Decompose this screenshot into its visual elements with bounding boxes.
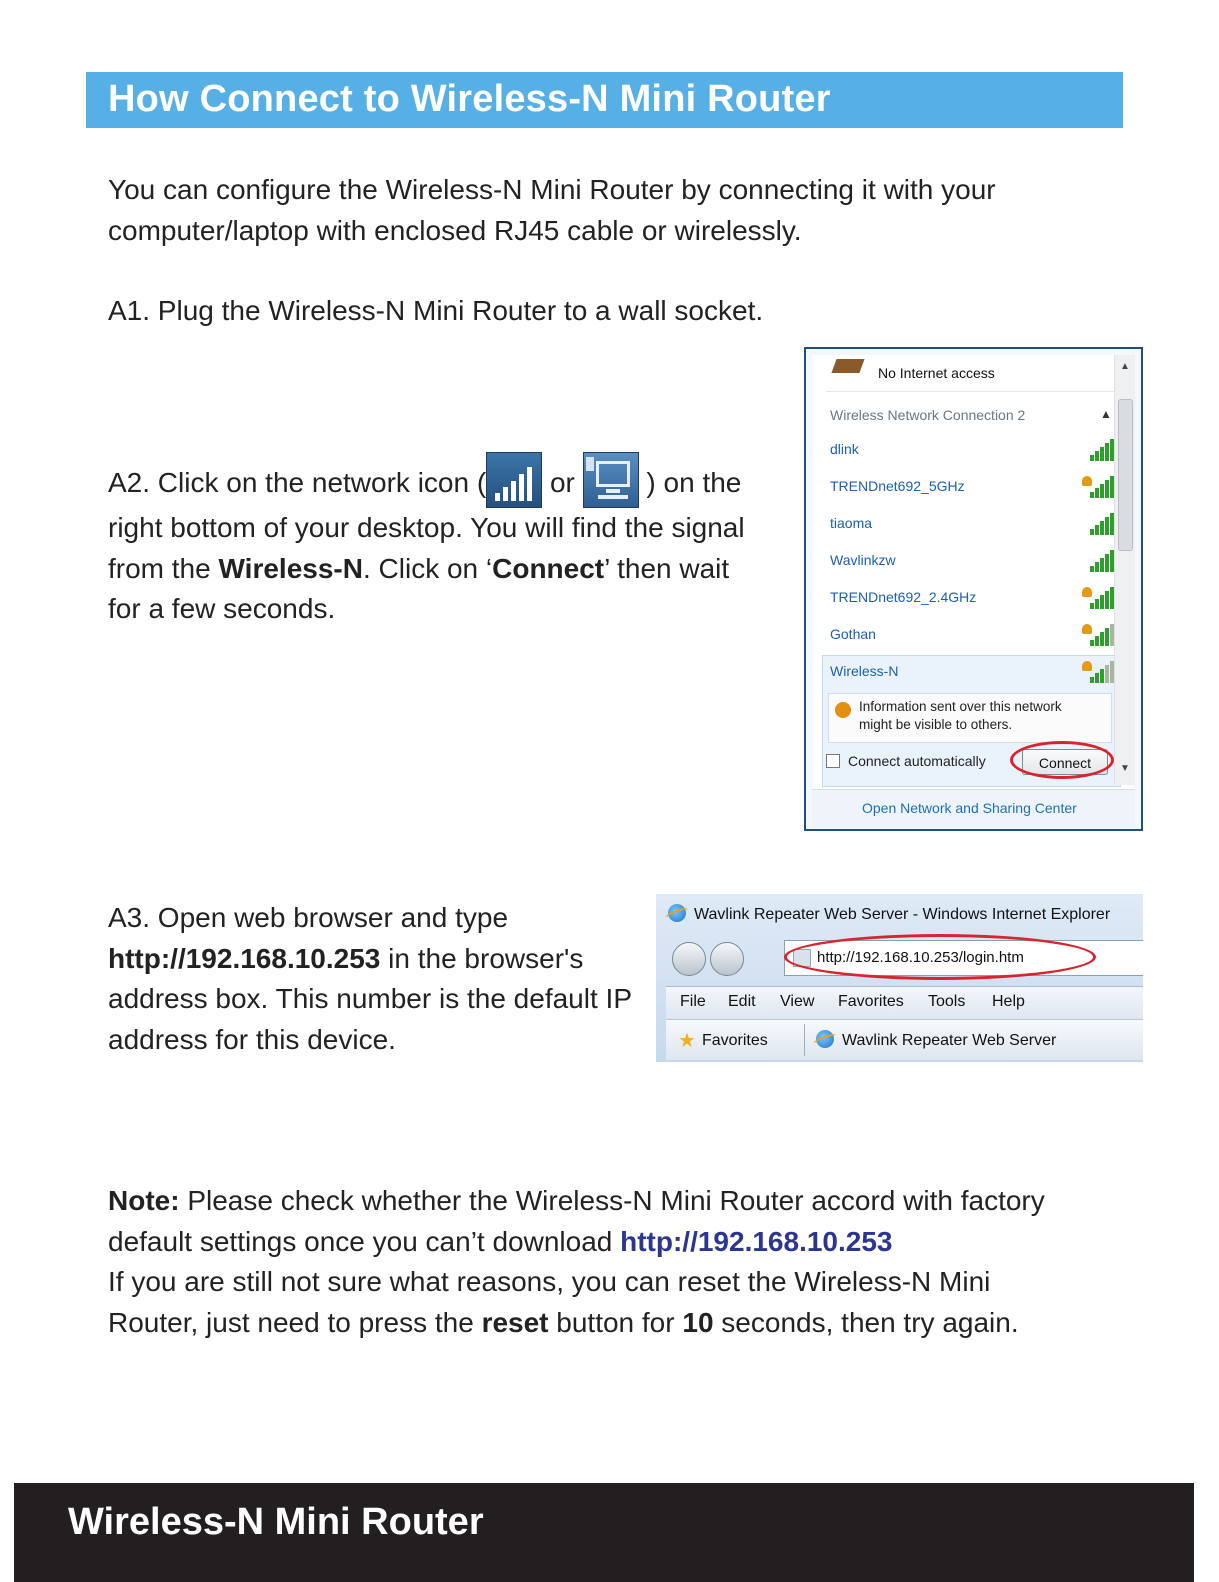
browser-window xyxy=(656,894,1143,1062)
menu-edit[interactable]: Edit xyxy=(728,993,756,1010)
a3-bold-url: http://192.168.10.253 xyxy=(108,942,381,974)
security-warning xyxy=(828,693,1112,743)
network-name: Wavlinkzw xyxy=(830,552,896,568)
step-a1: A1. Plug the Wireless-N Mini Router to a wall socket. xyxy=(108,295,764,326)
connect-automatically-checkbox[interactable] xyxy=(826,753,986,769)
menu-tools[interactable]: Tools xyxy=(928,993,966,1010)
wireless-signal-icon xyxy=(486,452,542,508)
secured-signal-bars-icon xyxy=(1084,476,1112,498)
note-line-3: If you are still not sure what reasons, you can reset the Wireless-N Mini xyxy=(108,1266,991,1297)
network-status xyxy=(826,357,1116,392)
signal-bars-icon xyxy=(1084,513,1112,535)
browser-title-bar xyxy=(668,904,1110,924)
wired-network-icon xyxy=(583,452,639,508)
network-item-gothan[interactable] xyxy=(830,620,1112,650)
a2-text-3: ) on the right bottom of your desktop. You will find the signal from the xyxy=(108,467,745,584)
note-line-4 xyxy=(108,1303,1178,1344)
note-text-1: Please check whether the Wireless-N Mini Router accord with factory xyxy=(179,1185,1045,1216)
connection-header[interactable] xyxy=(830,407,1112,423)
note-paragraph xyxy=(108,1181,1178,1343)
warning-shield-icon xyxy=(835,702,851,718)
intro-paragraph: You can configure the Wireless-N Mini Router by connecting it with your computer/laptop with enclosed RJ45 cable or wirelessly. xyxy=(108,174,996,246)
network-item-wavlinkzw[interactable] xyxy=(830,546,1112,576)
scroll-thumb[interactable] xyxy=(1118,399,1133,551)
a2-bold-connect: Connect xyxy=(492,552,605,584)
secured-signal-bars-icon xyxy=(1084,661,1112,683)
a3-text-2: in the browser's address box. This number is the default IP address for this device. xyxy=(108,942,632,1055)
network-name: Gothan xyxy=(830,626,876,642)
note-bold-reset: reset xyxy=(481,1306,549,1338)
menu-favorites[interactable]: Favorites xyxy=(838,993,904,1010)
menu-bar xyxy=(666,986,1143,1020)
favorites-label: Favorites xyxy=(701,1032,768,1049)
checkbox-label: Connect automatically xyxy=(848,753,986,769)
note-text-2: default settings once you can’t download xyxy=(108,1225,621,1257)
note-label: Note: xyxy=(108,1185,180,1216)
note-line-1 xyxy=(108,1181,1178,1222)
network-name: Wireless-N xyxy=(830,663,899,679)
warning-line-2: might be visible to others. xyxy=(859,717,1013,732)
a2-text-2: or xyxy=(542,467,583,498)
secured-signal-bars-icon xyxy=(1084,624,1112,646)
router-url-link[interactable]: http://192.168.10.253 xyxy=(620,1225,893,1257)
network-item-trendnet-5ghz[interactable] xyxy=(830,472,1112,502)
browser-tab[interactable] xyxy=(816,1030,1056,1050)
note-bold-ten: 10 xyxy=(682,1306,714,1338)
note-text-4c: seconds, then try again. xyxy=(713,1306,1019,1338)
menu-file[interactable]: File xyxy=(680,993,706,1010)
chevron-up-icon[interactable]: ▲ xyxy=(1100,407,1112,421)
menu-view[interactable]: View xyxy=(780,993,815,1010)
network-item-trendnet-24ghz[interactable] xyxy=(830,583,1112,613)
star-icon: ★ xyxy=(678,1030,696,1052)
network-status-label: No Internet access xyxy=(878,365,995,381)
network-name: TRENDnet692_5GHz xyxy=(830,478,965,494)
connection-name: Wireless Network Connection 2 xyxy=(830,407,1026,423)
network-item-wireless-n[interactable] xyxy=(830,657,1112,687)
network-item-tiaoma[interactable] xyxy=(830,509,1112,539)
a2-text-4: . Click on ‘ xyxy=(362,552,493,584)
secured-signal-bars-icon xyxy=(1084,587,1112,609)
connect-button[interactable]: Connect xyxy=(1022,749,1108,775)
note-text-4a: Router, just need to press the xyxy=(108,1306,482,1338)
warning-line-1: Information sent over this network xyxy=(859,699,1062,714)
network-item-dlink[interactable] xyxy=(830,435,1112,465)
a2-text-1: A2. Click on the network icon ( xyxy=(108,467,487,498)
page-footer xyxy=(14,1483,1194,1582)
scroll-up-icon[interactable]: ▲ xyxy=(1120,361,1130,372)
network-name: tiaoma xyxy=(830,515,873,531)
back-button[interactable] xyxy=(672,942,706,976)
step-a2 xyxy=(108,452,748,630)
toolbar-divider xyxy=(804,1024,805,1056)
network-panel-footer xyxy=(812,789,1135,828)
footer-product-name: Wireless-N Mini Router xyxy=(68,1501,484,1543)
signal-bars-icon xyxy=(1084,439,1112,461)
section-title-bar xyxy=(86,72,1123,128)
network-name: TRENDnet692_2.4GHz xyxy=(830,589,977,605)
checkbox[interactable] xyxy=(826,754,840,768)
a2-bold-wireless-n: Wireless-N xyxy=(218,552,363,584)
open-network-center-link[interactable]: Open Network and Sharing Center xyxy=(862,800,1077,816)
signal-bars-icon xyxy=(1084,550,1112,572)
browser-title: Wavlink Repeater Web Server - Windows Internet Explorer xyxy=(694,906,1111,923)
section-title: How Connect to Wireless-N Mini Router xyxy=(108,78,831,120)
network-panel-body xyxy=(812,355,1135,823)
network-tower-icon xyxy=(831,359,864,373)
a2-text-5: ’ then wait for a few seconds. xyxy=(108,552,730,624)
security-warning-text xyxy=(859,698,1062,734)
scrollbar[interactable] xyxy=(1114,355,1135,785)
ie-logo-icon xyxy=(816,1030,834,1048)
scroll-down-icon[interactable]: ▼ xyxy=(1120,763,1130,774)
note-text-4b: button for xyxy=(548,1306,683,1338)
network-name: dlink xyxy=(830,441,859,457)
forward-button[interactable] xyxy=(710,942,744,976)
favorites-button[interactable] xyxy=(678,1028,768,1053)
address-url: http://192.168.10.253/login.htm xyxy=(817,949,1024,966)
wireless-network-panel xyxy=(804,347,1143,831)
tab-title: Wavlink Repeater Web Server xyxy=(842,1032,1057,1049)
highlight-ring xyxy=(784,934,1096,980)
menu-help[interactable]: Help xyxy=(992,993,1025,1010)
step-a3 xyxy=(108,898,648,1060)
favorites-bar xyxy=(666,1020,1143,1060)
a3-text-1: A3. Open web browser and type xyxy=(108,902,509,933)
note-line-2 xyxy=(108,1222,1178,1263)
ie-logo-icon xyxy=(668,904,686,922)
